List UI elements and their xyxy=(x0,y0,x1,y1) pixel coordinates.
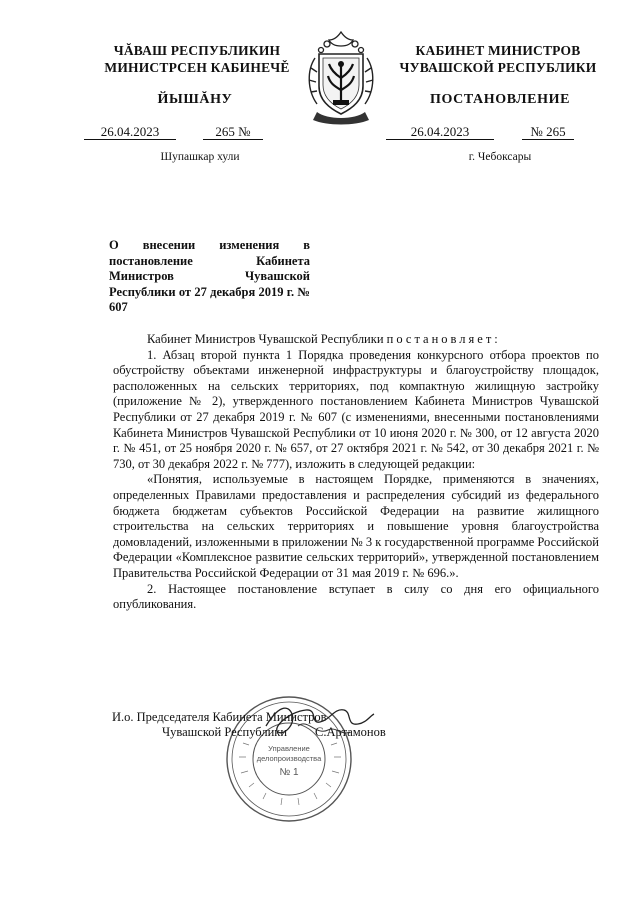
header-right-org-line2: ЧУВАШСКОЙ РЕСПУБЛИКИ xyxy=(399,60,597,75)
doctype-left: ЙЫШĂНУ xyxy=(157,92,233,107)
body-paragraph-2: «Понятия, используемые в настоящем Порядке, применяются в значениях, определенных Правилами предоставления и распределения субсидий из федерального бюджета бюджетам субъектов Российской Федерации на развитие жилищного строительства на сельских территориях и повышение уровня благоустройства домовладений, изложенными в приложении № 3 к государственной программе Российской Федерации «Комплексное развитие сельских территорий», утвержденной постановлением Правительства Российской Федерации от 31 мая 2019 г. № 696.». xyxy=(113,472,599,580)
document-subject: О внесении изменения в постановление Кабинета Министров Чувашской Республики от 27 декабря 2019 г. № 607 xyxy=(109,238,310,314)
doctype-right: ПОСТАНОВЛЕНИЕ xyxy=(429,92,571,107)
handwritten-signature xyxy=(258,696,378,748)
body-paragraph-3: 2. Настоящее постановление вступает в силу со дня его официального опубликования. xyxy=(113,581,599,612)
header-left-org xyxy=(92,42,302,76)
number-right: № 265 xyxy=(522,124,574,140)
signer-title-line1: И.о. Председателя Кабинета Министров xyxy=(112,710,327,724)
number-left: 265 № xyxy=(203,124,263,140)
document-body xyxy=(113,332,599,613)
body-intro-verb: постановляет: xyxy=(386,332,501,346)
chuvash-republic-emblem-icon xyxy=(297,28,385,128)
place-right: г. Чебоксары xyxy=(468,151,532,163)
header-right-org xyxy=(388,42,608,76)
place-left: Шупашкар хули xyxy=(160,151,240,163)
header-left-org-line2: МИНИСТРСЕН КАБИНЕЧĚ xyxy=(104,60,290,75)
date-right: 26.04.2023 xyxy=(386,124,494,140)
body-paragraph-1: 1. Абзац второй пункта 1 Порядка проведения конкурсного отбора проектов по обустройству объектами инженерной инфраструктуры и благоустройству площадок, расположенных на сельских территориях, под компактную жилищную застройку (приложение № 2), утвержденного постановлением Кабинета Министров Чувашской Республики от 27 декабря 2019 г. № 607 (с изменениями, внесенными постановлениями Кабинета Министров Чувашской Республики от 10 июня 2020 г. № 300, от 12 августа 2020 г. № 451, от 25 ноября 2020 г. № 657, от 27 октября 2021 г. № 542, от 30 декабря 2021 г. № 730, от 30 декабря 2022 г. № 777), изложить в следующей редакции: xyxy=(113,347,599,471)
header-right-org-line1: КАБИНЕТ МИНИСТРОВ xyxy=(415,43,581,58)
signer-title-line2: Чувашской Республики xyxy=(162,725,288,739)
signer-name: С.Артамонов xyxy=(315,725,386,739)
header-left-org-line1: ЧĂВАШ РЕСПУБЛИКИН xyxy=(113,43,281,58)
stamp-line1: Управление xyxy=(268,744,310,753)
date-left: 26.04.2023 xyxy=(84,124,176,140)
body-intro xyxy=(113,332,599,348)
stamp-line3: № 1 xyxy=(279,767,299,778)
body-intro-subject: Кабинет Министров Чувашской Республики xyxy=(147,332,384,346)
stamp-line2: делопроизводства xyxy=(256,754,322,763)
